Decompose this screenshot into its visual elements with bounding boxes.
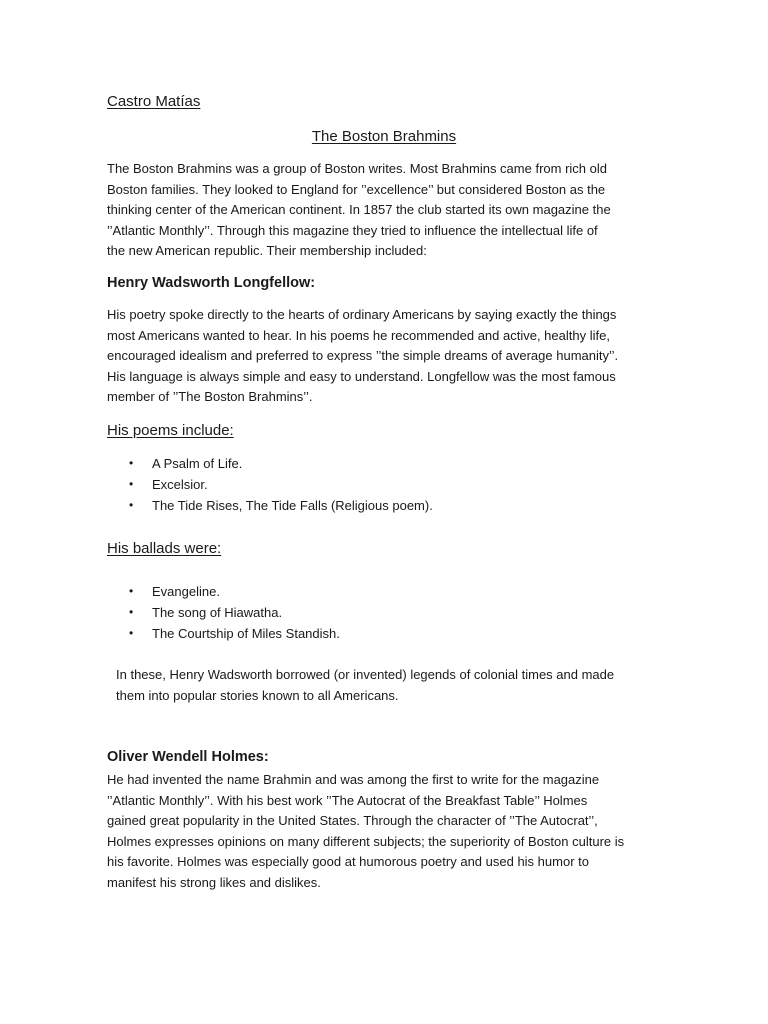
- longfellow-paragraph: [107, 305, 667, 408]
- list-item: [127, 581, 340, 602]
- list-item: [127, 623, 340, 644]
- paragraph-line: member of ’’The Boston Brahmins’’.: [107, 389, 313, 405]
- bullet-icon: •: [129, 584, 134, 598]
- bullet-icon: •: [129, 456, 134, 470]
- paragraph-line: In these, Henry Wadsworth borrowed (or invented) legends of colonial times and made: [116, 667, 615, 682]
- poem-title: A Psalm of Life.: [152, 456, 243, 471]
- paragraph-line: the new American republic. Their membership included:: [107, 243, 427, 259]
- holmes-paragraph: [107, 770, 667, 894]
- bullet-icon: •: [129, 498, 134, 512]
- document-title: The Boston Brahmins: [311, 128, 457, 145]
- paragraph-line: gained great popularity in the United States. Through the character of ’’The Autocrat’’,: [107, 813, 598, 829]
- list-item: [127, 453, 433, 474]
- paragraph-line: His poetry spoke directly to the hearts of ordinary Americans by saying exactly the things: [107, 307, 617, 322]
- paragraph-line: manifest his strong likes and dislikes.: [107, 874, 321, 890]
- poem-title: The Tide Rises, The Tide Falls (Religious poem).: [152, 498, 433, 513]
- ballad-title: The song of Hiawatha.: [152, 605, 283, 620]
- list-item: [127, 495, 433, 516]
- paragraph-line: them into popular stories known to all Americans.: [116, 687, 399, 703]
- ballads-list: [127, 581, 340, 644]
- poems-heading: His poems include:: [107, 422, 234, 439]
- paragraph-line: ’’Atlantic Monthly’’. Through this magazine they tried to influence the intellectual life of: [107, 222, 598, 238]
- paragraph-line: The Boston Brahmins was a group of Boston writes. Most Brahmins came from rich old: [107, 161, 607, 176]
- paragraph-line: Boston families. They looked to England for ’’excellence’’ but considered Boston as the: [107, 181, 606, 197]
- paragraph-line: encouraged idealism and preferred to express ’’the simple dreams of average humanity’’.: [107, 348, 619, 364]
- paragraph-line: his favorite. Holmes was especially good at humorous poetry and used his humor to: [107, 854, 589, 870]
- bullet-icon: •: [129, 626, 134, 640]
- intro-paragraph: [107, 159, 667, 262]
- bullet-icon: •: [129, 605, 134, 619]
- ballads-heading: His ballads were:: [107, 540, 222, 557]
- poems-list: [127, 453, 433, 516]
- paragraph-line: He had invented the name Brahmin and was among the first to write for the magazine: [107, 772, 600, 787]
- paragraph-line: thinking center of the American continent. In 1857 the club started its own magazine the: [107, 202, 611, 218]
- bullet-icon: •: [129, 477, 134, 491]
- paragraph-line: Holmes expresses opinions on many different subjects; the superiority of Boston culture is: [107, 833, 625, 849]
- ballad-title: The Courtship of Miles Standish.: [152, 626, 340, 641]
- poem-title: Excelsior.: [152, 477, 208, 492]
- longfellow-closing-paragraph: [116, 665, 676, 706]
- paragraph-line: ’’Atlantic Monthly’’. With his best work ’’The Autocrat of the Breakfast Table’’ Holmes: [107, 792, 588, 808]
- paragraph-line: most Americans wanted to hear. In his poems he recommended and active, healthy life,: [107, 327, 610, 343]
- list-item: [127, 602, 340, 623]
- longfellow-heading: Henry Wadsworth Longfellow:: [107, 275, 316, 291]
- paragraph-line: His language is always simple and easy to understand. Longfellow was the most famous: [107, 368, 616, 384]
- holmes-heading: Oliver Wendell Holmes:: [107, 749, 269, 765]
- author-name: Castro Matías: [107, 93, 201, 110]
- list-item: [127, 474, 433, 495]
- ballad-title: Evangeline.: [152, 584, 220, 599]
